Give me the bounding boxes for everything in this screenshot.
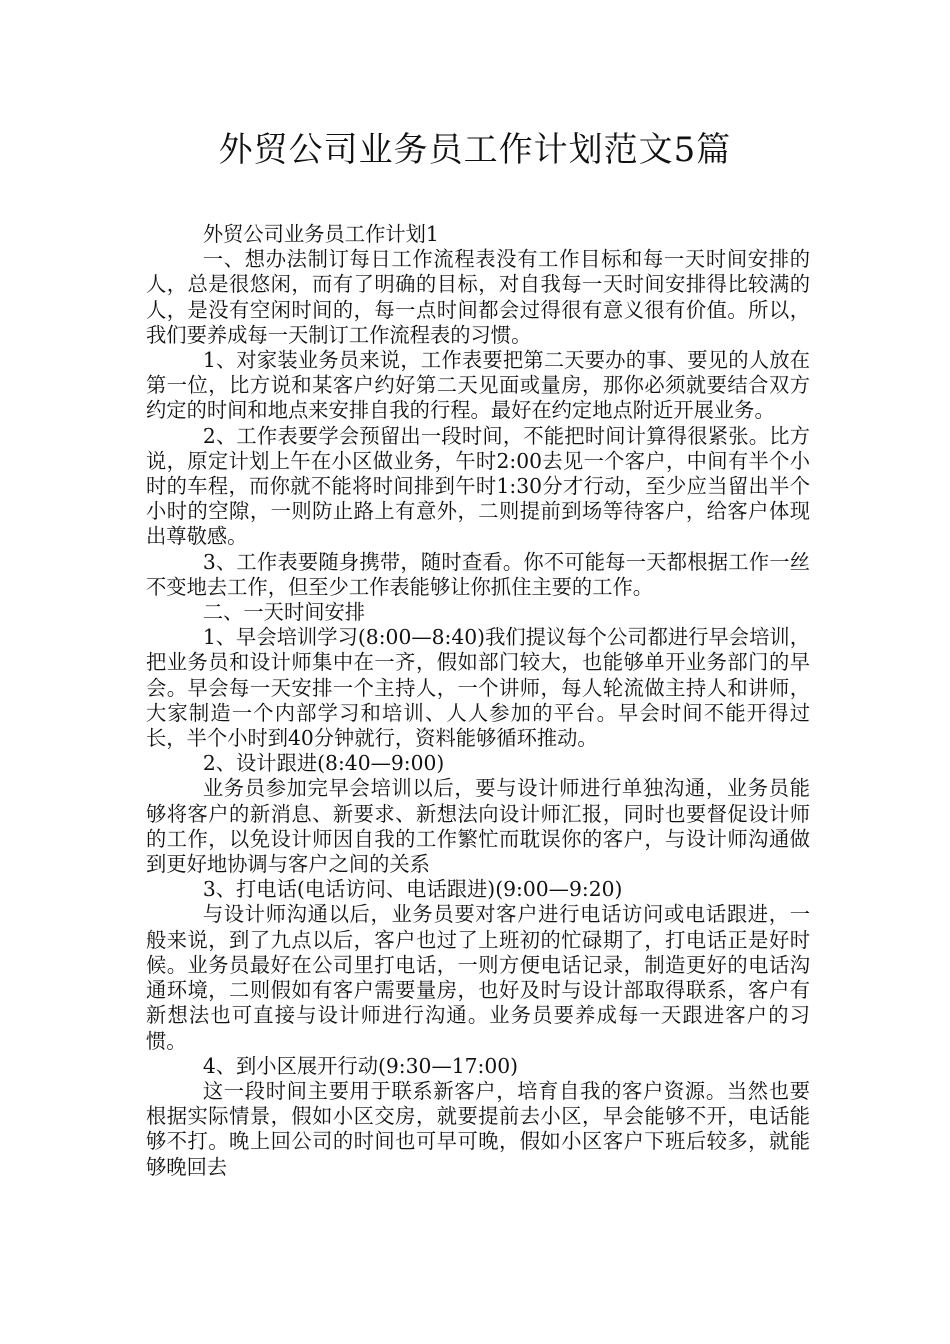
document-body bbox=[146, 222, 810, 1180]
paragraph: 3、工作表要随身携带，随时查看。你不可能每一天都根据工作一丝不变地去工作，但至少工作表能够让你抓住主要的工作。 bbox=[146, 549, 810, 599]
paragraph: 1、对家装业务员来说，工作表要把第二天要办的事、要见的人放在第一位，比方说和某客户约好第二天见面或量房，那你必须就要结合双方约定的时间和地点来安排自我的行程。最好在约定地点附近开展业务。 bbox=[146, 348, 810, 423]
paragraph: 与设计师沟通以后，业务员要对客户进行电话访问或电话跟进，一般来说，到了九点以后，客户也过了上班初的忙碌期了，打电话正是好时候。业务员最好在公司里打电话，一则方便电话记录，制造更好的电话沟通环境，二则假如有客户需要量房，也好及时与设计部取得联系，客户有新想法也可直接与设计师进行沟通。业务员要养成每一天跟进客户的习惯。 bbox=[146, 902, 810, 1053]
paragraph-plan-heading: 外贸公司业务员工作计划1 bbox=[202, 222, 439, 246]
paragraph: 2、工作表要学会预留出一段时间，不能把时间计算得很紧张。比方说，原定计划上午在小区做业务，午时2:00去见一个客户，中间有半个小时的车程，而你就不能将时间排到午时1:30分才行动，至少应当留出半个小时的空隙，一则防止路上有意外，二则提前到场等待客户，给客户体现出尊敬感。 bbox=[146, 423, 810, 549]
subsection-heading: 4、到小区展开行动(9:30—17:00) bbox=[202, 1053, 519, 1078]
subsection-heading: 3、打电话(电话访问、电话跟进)(9:00—9:20) bbox=[202, 877, 623, 902]
paragraph: 一、想办法制订每日工作流程表没有工作目标和每一天时间安排的人，总是很悠闲，而有了明确的目标，对自我每一天时间安排得比较满的人，是没有空闲时间的，每一点时间都会过得很有意义很有价值。所以，我们要养成每一天制订工作流程表的习惯。 bbox=[146, 247, 810, 347]
subsection-heading: 2、设计跟进(8:40—9:00) bbox=[202, 751, 445, 776]
paragraph: 1、早会培训学习(8:00—8:40)我们提议每个公司都进行早会培训，把业务员和设计师集中在一齐，假如部门较大，也能够单开业务部门的早会。早会每一天安排一个主持人，一个讲师，每人轮流做主持人和讲师，大家制造一个内部学习和培训、人人参加的平台。早会时间不能开得过长，半个小时到40分钟就行，资料能够循环推动。 bbox=[146, 625, 810, 751]
document-title: 外贸公司业务员工作计划范文5篇 bbox=[218, 130, 732, 170]
paragraph: 这一段时间主要用于联系新客户，培育自我的客户资源。当然也要根据实际情景，假如小区交房，就要提前去小区，早会能够不开，电话能够不打。晚上回公司的时间也可早可晚，假如小区客户下班后较多，就能够晚回去 bbox=[146, 1078, 810, 1179]
paragraph: 业务员参加完早会培训以后，要与设计师进行单独沟通，业务员能够将客户的新消息、新要求、新想法向设计师汇报，同时也要督促设计师的工作，以免设计师因自我的工作繁忙而耽误你的客户，与设计师沟通做到更好地协调与客户之间的关系 bbox=[146, 776, 810, 877]
section-heading: 二、一天时间安排 bbox=[202, 600, 366, 625]
